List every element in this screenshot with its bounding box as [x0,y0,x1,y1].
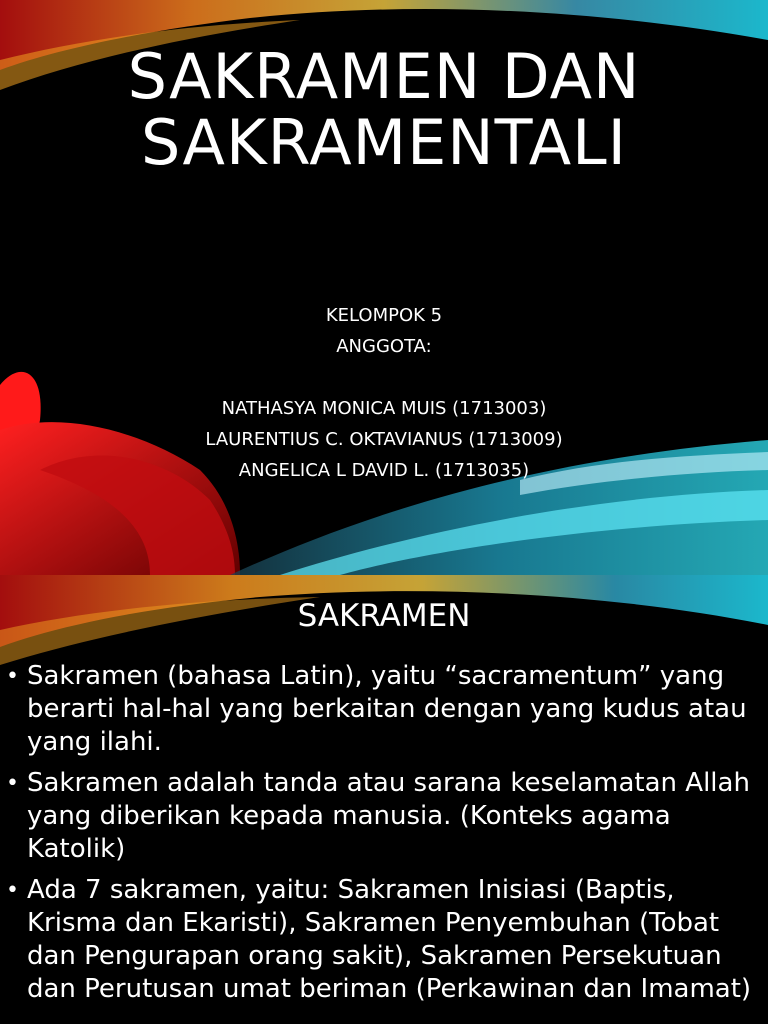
bullet-text: Sakramen adalah tanda atau sarana keselamatan Allah yang diberikan kepada manusia. (Konteks agama Katolik) [27,768,750,864]
subtitle-spacer [0,362,768,393]
list-item [6,660,764,759]
subtitle-member: NATHASYA MONICA MUIS (1713003) [221,398,547,419]
bullet-text: Sakramen (bahasa Latin), yaitu “sacramentum” yang berarti hal-hal yang berkaitan dengan yang kudus atau yang ilahi. [27,661,747,757]
title-line: SAKRAMEN DAN [127,40,641,113]
subtitle-group: KELOMPOK 5 [325,305,443,326]
bullet-text: Ada 7 sakramen, yaitu: Sakramen Inisiasi (Baptis, Krisma dan Ekaristi), Sakramen Penyembuhan (Tobat dan Pengurapan orang sakit), Sakramen Persekutuan dan Perutusan umat beriman (Perkawinan dan Imamat) [27,875,752,1004]
list-item [6,874,764,1006]
subtitle-members-label: ANGGOTA: [336,336,432,357]
bullet-icon: • [6,664,19,689]
bullet-icon: • [6,771,19,796]
slide-content-title: SAKRAMEN [297,598,471,634]
title-line: SAKRAMENTALI [141,106,627,179]
bullet-icon: • [6,878,19,903]
subtitle-member: ANGELICA L DAVID L. (1713035) [238,460,530,481]
list-item [6,767,764,866]
subtitle-member: LAURENTIUS C. OKTAVIANUS (1713009) [205,429,563,450]
slide-subtitle [0,300,768,486]
slide-title-heading [0,40,768,179]
bullet-list [6,660,764,1014]
